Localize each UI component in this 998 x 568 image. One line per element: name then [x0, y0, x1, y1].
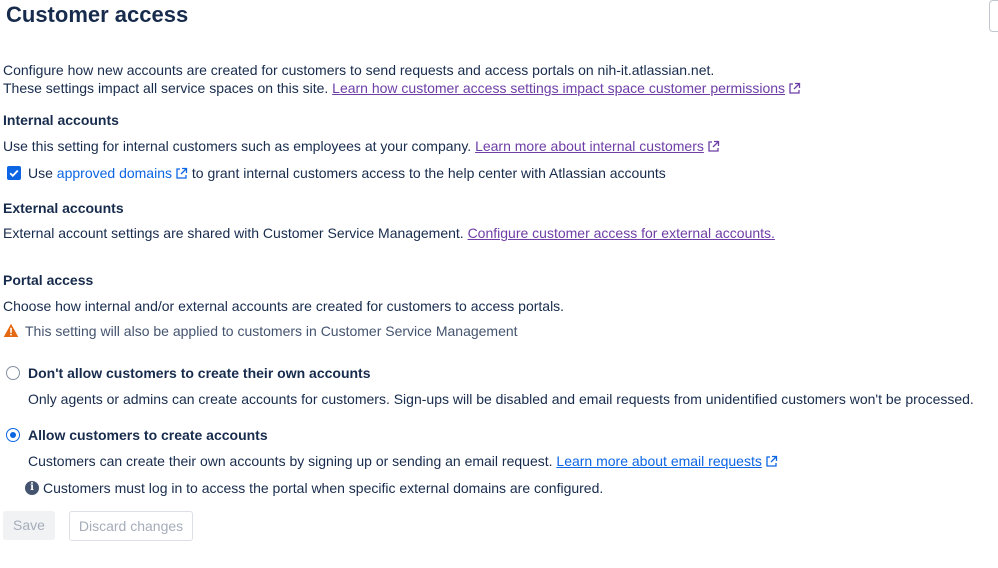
external-link-icon [175, 166, 188, 184]
external-link-icon [788, 81, 801, 99]
internal-accounts-desc [3, 137, 720, 157]
external-link-icon [707, 139, 720, 157]
portal-warning-text: This setting will also be applied to customers in Customer Service Management [25, 323, 518, 339]
internal-accounts-heading: Internal accounts [3, 112, 119, 128]
approved-domains-checkbox[interactable] [7, 166, 21, 180]
email-requests-link[interactable]: Learn more about email requests [556, 453, 762, 469]
option-allow-desc [28, 452, 778, 472]
checkbox-prefix: Use [28, 165, 53, 181]
warning-icon [3, 323, 19, 343]
external-desc-text: External account settings are shared with Customer Service Management. [3, 225, 464, 241]
radio-disallow-accounts[interactable] [6, 366, 20, 380]
intro-line-2-text: These settings impact all service spaces on this site. [3, 80, 329, 96]
external-accounts-link[interactable]: Configure customer access for external accounts. [467, 225, 775, 241]
radio-allow-accounts[interactable] [6, 428, 20, 442]
internal-customers-link[interactable]: Learn more about internal customers [475, 138, 704, 154]
external-accounts-heading: External accounts [3, 200, 124, 216]
portal-access-heading: Portal access [3, 272, 94, 288]
option-allow-label: Allow customers to create accounts [28, 427, 268, 443]
portal-access-desc: Choose how internal and/or external accounts are created for customers to access portals. [3, 298, 565, 314]
checkbox-suffix: to grant internal customers access to the help center with Atlassian accounts [191, 165, 666, 181]
customer-permissions-link[interactable]: Learn how customer access settings impact space customer permissions [332, 80, 786, 96]
portal-info-text: Customers must log in to access the portal when specific external domains are configured. [43, 480, 604, 496]
intro-line-2 [3, 79, 801, 99]
intro-line-1: Configure how new accounts are created for customers to send requests and access portals on nih-it.atlassian.net. [3, 62, 715, 78]
external-accounts-desc [3, 224, 775, 242]
internal-desc-text: Use this setting for internal customers such as employees at your company. [3, 138, 472, 154]
page-title: Customer access [6, 2, 189, 27]
top-right-control[interactable] [989, 0, 998, 32]
info-icon: i [25, 481, 39, 495]
save-button[interactable]: Save [3, 511, 55, 540]
option-disallow-label: Don't allow customers to create their own accounts [28, 365, 371, 381]
approved-domains-label [28, 164, 666, 184]
external-link-icon [765, 454, 778, 472]
discard-changes-button[interactable]: Discard changes [69, 511, 193, 541]
approved-domains-link[interactable]: approved domains [56, 165, 172, 181]
check-icon [7, 166, 21, 180]
option-allow-desc-text: Customers can create their own accounts by signing up or sending an email request. [28, 453, 553, 469]
option-disallow-desc: Only agents or admins can create accounts for customers. Sign-ups will be disabled and email requests from unidentified customers won't be processed. [28, 391, 974, 407]
